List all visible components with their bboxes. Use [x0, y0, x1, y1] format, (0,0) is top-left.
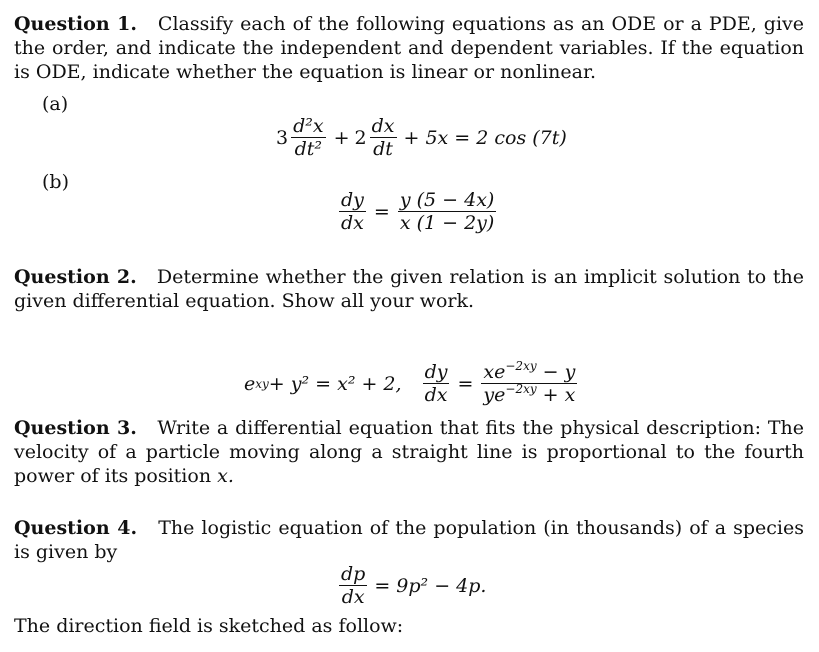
eq-a-frac1-num: d²x: [293, 115, 324, 137]
question-3-label: Question 3.: [14, 417, 137, 439]
question-4-footer: The direction field is sketched as follow:: [14, 615, 404, 637]
q2-den-a: ye: [483, 384, 506, 406]
q4-rhs: = 9p² − 4p.: [374, 574, 487, 597]
part-a-label: (a): [42, 93, 69, 115]
eq-b-lhs-num: dy: [341, 189, 364, 211]
eq-b-rhs-den: x (1 − 2y): [399, 212, 495, 234]
equation-q4: [336, 564, 486, 607]
q2-de-rhs-den: [481, 384, 577, 405]
equation-a: [276, 116, 567, 159]
q2-de-rhs: [481, 359, 577, 406]
relation-base: e: [244, 372, 256, 395]
q2-de-rhs-num: [481, 359, 577, 384]
relation-rest: + y² = x² + 2,: [268, 372, 402, 395]
q2-de-lhs-den: dx: [424, 384, 448, 406]
question-3: [14, 416, 804, 488]
eq-b-rhs: [398, 190, 497, 233]
q2-de-lhs: [423, 362, 450, 405]
q4-lhs-num: dp: [341, 563, 366, 585]
eq-b-lhs-den: dx: [341, 212, 364, 234]
equation-b: [336, 190, 499, 233]
q2-den-exp: −2xy: [505, 382, 537, 396]
q2-num-b: − y: [536, 361, 576, 383]
eq-a-coef1: 3: [276, 126, 289, 149]
eq-a-tail: + 5x = 2 cos (7t): [403, 126, 567, 149]
eq-b-equals: =: [373, 200, 390, 223]
eq-b-rhs-num: y (5 − 4x): [399, 189, 495, 211]
q2-de-equals: =: [457, 372, 474, 395]
question-3-text: Write a differential equation that fits the physical description: The velocity of a particle moving along a straight line is proportional to the fourth power of its position: [14, 417, 804, 487]
question-4-text: The logistic equation of the population (in thousands) of a species is given by: [14, 517, 804, 563]
eq-a-frac1-den: dt²: [294, 138, 323, 160]
eq-a-frac2-den: dt: [373, 138, 393, 160]
q2-den-b: + x: [536, 384, 576, 406]
eq-a-frac2-num: dx: [371, 115, 395, 137]
equation-q2: e xy + y² = x² + 2, $\frac{dy}{dx}$ = $\frac{xe^{-2xy} - y}{ye^{-2xy} + x}$: [244, 359, 576, 406]
q2-num-exp: −2xy: [505, 359, 537, 373]
question-4: [14, 516, 804, 564]
eq-b-lhs: [339, 190, 366, 233]
question-3-tail: x.: [217, 465, 234, 487]
question-2-text: Determine whether the given relation is an implicit solution to the given differential equation. Show all your work.: [14, 266, 804, 312]
q2-num-a: xe: [483, 361, 506, 383]
question-1: [14, 12, 804, 84]
question-4-label: Question 4.: [14, 517, 138, 539]
eq-a-plus: +: [333, 126, 350, 149]
eq-a-fraction-1: [291, 116, 326, 159]
eq-a-coef2: 2: [354, 126, 367, 149]
question-2-label: Question 2.: [14, 266, 137, 288]
q4-lhs: [339, 564, 367, 607]
part-b-label: (b): [42, 171, 69, 193]
question-2: [14, 265, 804, 313]
q2-de-lhs-num: dy: [424, 361, 448, 383]
q4-lhs-den: dx: [341, 586, 365, 608]
question-1-label: Question 1.: [14, 13, 138, 35]
question-1-text: Classify each of the following equations as an ODE or a PDE, give the order, and indicate the independent and dependent variables. If the equation is ODE, indicate whether the equation is linear or nonlinear.: [14, 13, 804, 83]
eq-a-fraction-2: [370, 116, 397, 159]
